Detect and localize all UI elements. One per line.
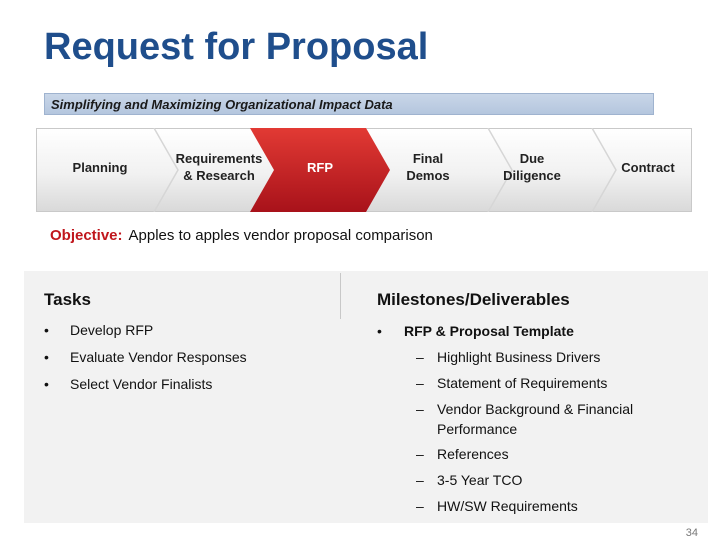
- tasks-heading: Tasks: [44, 290, 91, 309]
- content-panel: [24, 271, 708, 523]
- stage-final-demos: Final Demos: [406, 151, 450, 183]
- subitem-dash: –: [416, 349, 424, 365]
- task-bullet: •: [44, 349, 49, 365]
- task-item: Evaluate Vendor Responses: [70, 349, 247, 365]
- milestone-bullet: •: [377, 323, 382, 339]
- stage-due-diligence: Due Diligence: [503, 151, 561, 183]
- milestone-subitem-continuation: Performance: [437, 421, 518, 437]
- milestone-subitem: HW/SW Requirements: [437, 498, 578, 514]
- page-number: 34: [685, 527, 698, 539]
- milestone-subitem: Highlight Business Drivers: [437, 349, 601, 365]
- objective-line: [50, 227, 433, 244]
- slide-subtitle: Simplifying and Maximizing Organizational Impact Data: [51, 97, 393, 112]
- objective-text: Apples to apples vendor proposal comparison: [128, 227, 433, 244]
- milestone-subitem: 3-5 Year TCO: [437, 472, 523, 488]
- stage-contract: Contract: [621, 160, 675, 175]
- objective-label: Objective:: [50, 227, 123, 244]
- milestone-subitem: Vendor Background & Financial: [437, 401, 634, 417]
- subitem-dash: –: [416, 498, 424, 514]
- slide-title: Request for Proposal: [44, 26, 429, 68]
- task-bullet: •: [44, 322, 49, 338]
- milestone-subitem: References: [437, 446, 509, 462]
- task-item: Select Vendor Finalists: [70, 376, 213, 392]
- stage-planning: Planning: [72, 160, 128, 175]
- subitem-dash: –: [416, 472, 424, 488]
- subitem-dash: –: [416, 375, 424, 391]
- column-divider: [340, 273, 341, 319]
- subitem-dash: –: [416, 401, 424, 417]
- subtitle-bar: [44, 93, 654, 115]
- process-chevron-bar: [36, 128, 692, 212]
- subitem-dash: –: [416, 446, 424, 462]
- stage-rfp: RFP: [307, 160, 333, 175]
- milestone-subitem: Statement of Requirements: [437, 375, 608, 391]
- stage-requirements-research: Requirements & Research: [175, 151, 263, 183]
- milestones-heading: Milestones/Deliverables: [377, 290, 570, 309]
- task-item: Develop RFP: [70, 322, 154, 338]
- task-bullet: •: [44, 376, 49, 392]
- milestone-item: RFP & Proposal Template: [404, 323, 574, 339]
